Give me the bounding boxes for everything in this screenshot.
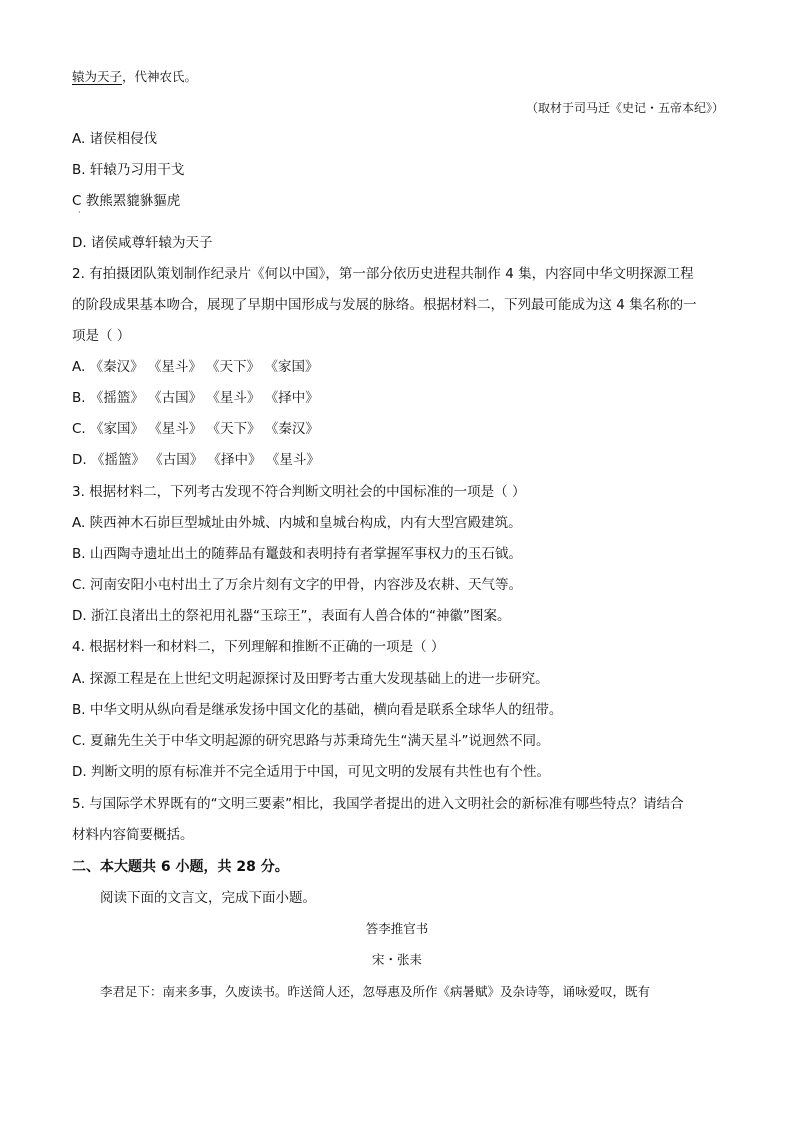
q3-option-d: D. 浙江良渚出土的祭祀用礼器“玉琮王”，表面有人兽合体的“神徽”图案。 (72, 608, 511, 624)
q4-option-b: B. 中华文明从纵向看是继承发扬中国文化的基础，横向看是联系全球华人的纽带。 (72, 702, 563, 718)
section-heading: 二、本大题共 6 小题，共 28 分。 (72, 859, 289, 875)
passage-fragment-rest: ，代神农氏。 (122, 69, 198, 84)
q3-option-a: A. 陕西神木石峁巨型城址由外城、内城和皇城台构成，内有大型宫殿建筑。 (72, 515, 522, 531)
q2-stem-line-1: 2. 有拍摄团队策划制作纪录片《何以中国》，第一部分依历史进程共制作 4 集，内容同中华文明探源工程 (72, 266, 694, 282)
reading-instruction: 阅读下面的文言文，完成下面小题。 (100, 890, 316, 906)
q3-option-c: C. 河南安阳小屯村出土了万余片刻有文字的甲骨，内容涉及农耕、天气等。 (72, 577, 523, 593)
q1-option-d: D. 诸侯咸尊轩辕为天子 (72, 235, 213, 251)
q5-stem-line-2: 材料内容简要概括。 (72, 827, 194, 843)
q1-option-b: B. 轩辕乃习用干戈 (72, 162, 185, 178)
q5-stem-line-1: 5. 与国际学术界既有的“文明三要素”相比，我国学者提出的进入文明社会的新标准有哪些特点？请结合 (72, 796, 684, 812)
q1-option-a: A. 诸侯相侵伐 (72, 131, 158, 147)
passage-source: （取材于司马迁《史记・五帝本纪》） (525, 101, 724, 115)
q2-stem-line-3: 项是（ ） (72, 328, 131, 344)
q4-option-c: C. 夏鼐先生关于中华文明起源的研究思路与苏秉琦先生“满天星斗”说迥然不同。 (72, 733, 550, 749)
underlined-phrase: 辕为天子 (72, 69, 123, 84)
q4-stem: 4. 根据材料一和材料二，下列理解和推断不正确的一项是（ ） (72, 639, 445, 655)
q2-stem-line-2: 的阶段成果基本吻合，展现了早期中国形成与发展的脉络。根据材料二，下列最可能成为这 4 集名称的一 (72, 297, 697, 313)
passage-fragment (72, 68, 197, 86)
classical-text-title: 答李推官书 (365, 921, 429, 936)
q4-option-a: A. 探源工程是在上世纪文明起源探讨及田野考古重大发现基础上的进一步研究。 (72, 671, 549, 687)
q2-option-a: A. 《秦汉》 《星斗》 《天下》 《家国》 (72, 359, 319, 375)
q3-option-b: B. 山西陶寺遗址出土的随葬品有鼍鼓和表明持有者掌握军事权力的玉石钺。 (72, 546, 522, 562)
q1-option-c: C 教熊罴貔貅貙虎 (72, 193, 181, 209)
stray-dot-mark: · (78, 208, 81, 217)
q4-option-d: D. 判断文明的原有标准并不完全适用于中国，可见文明的发展有共性也有个性。 (72, 764, 550, 780)
q2-option-b: B. 《摇篮》 《古国》 《星斗》 《择中》 (72, 390, 319, 406)
q3-stem: 3. 根据材料二，下列考古发现不符合判断文明社会的中国标准的一项是（ ） (72, 484, 526, 500)
classical-text-first-line: 李君足下：南来多事，久废读书。昨送简人还，忽辱惠及所作《病暑赋》及杂诗等，诵咏爱叹，既有 (100, 984, 651, 999)
classical-text-author: 宋・张耒 (371, 952, 422, 967)
q2-option-d: D. 《摇篮》 《古国》 《择中》 《星斗》 (72, 452, 320, 468)
q2-option-c: C. 《家国》 《星斗》 《天下》 《秦汉》 (72, 421, 319, 437)
